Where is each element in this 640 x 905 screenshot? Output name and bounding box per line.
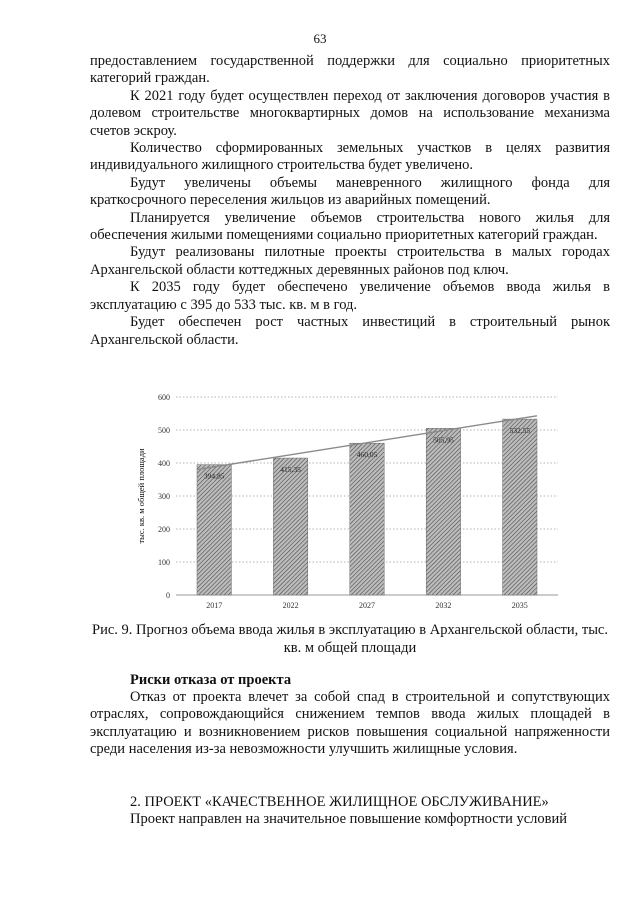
y-tick-label: 200	[158, 525, 170, 534]
bar	[197, 465, 231, 595]
x-tick-label: 2022	[282, 601, 299, 610]
y-tick-label: 0	[166, 591, 170, 600]
chart-svg	[128, 385, 568, 615]
housing-forecast-chart	[128, 385, 568, 615]
bar	[350, 443, 384, 595]
paragraph: Будет обеспечен рост частных инвестиций в строительный рынок Архангельской области.	[90, 314, 610, 348]
risks-heading: Риски отказа от проекта	[130, 672, 292, 688]
project-paragraph: Проект направлен на значительное повышение комфортности условий	[130, 811, 567, 827]
paragraph: Будут реализованы пилотные проекты строительства в малых городах Архангельской области коттеджных деревянных районов под ключ.	[90, 244, 610, 278]
paragraph: предоставлением государственной поддержки для социально приоритетных категорий граждан.	[90, 53, 610, 87]
data-label: 460,05	[356, 450, 378, 460]
y-tick-label: 300	[158, 492, 170, 501]
paragraph: Будут увеличены объемы маневренного жилищного фонда для краткосрочного переселения жильцов из аварийных помещений.	[90, 174, 610, 209]
paragraph: К 2021 году будет осуществлен переход от заключения договоров участия в долевом строительстве многоквартирных домов на использование механизма счетов эскроу.	[90, 87, 610, 139]
y-tick-label: 600	[158, 393, 170, 402]
x-tick-label: 2027	[359, 601, 375, 610]
bar	[273, 458, 307, 595]
body-text	[90, 53, 610, 349]
risks-paragraph: Отказ от проекта влечет за собой спад в строительной и сопутствующих отраслях, сопровождающийся снижением темпов ввода жилых площадей в эксплуатацию и возникновением рисков повышения социальной напряженности среди населения из-за невозможности улучшить жилищные условия.	[90, 689, 610, 758]
bar	[426, 428, 460, 595]
page-number: 63	[313, 31, 327, 46]
y-tick-label: 100	[158, 558, 170, 567]
figure-caption: Рис. 9. Прогноз объема ввода жилья в эксплуатацию в Архангельской области, тыс. кв. м общей площади	[92, 622, 608, 656]
data-label: 505,95	[433, 435, 454, 445]
project-section	[90, 793, 610, 828]
data-label: 415,35	[280, 465, 301, 475]
paragraph: К 2035 году будет обеспечено увеличение объемов ввода жилья в эксплуатацию с 395 до 533 тыс. кв. м в год.	[90, 279, 610, 313]
data-label: 394,85	[203, 471, 225, 481]
paragraph: Планируется увеличение объемов строительства нового жилья для обеспечения жилыми помещениями социально приоритетных категорий граждан.	[90, 209, 610, 244]
paragraph: Количество сформированных земельных участков в целях развития индивидуального жилищного строительства будет увеличено.	[90, 140, 610, 174]
risks-section	[90, 671, 610, 759]
data-label: 532,55	[509, 426, 531, 436]
x-tick-label: 2035	[511, 601, 528, 610]
project-heading: 2. ПРОЕКТ «КАЧЕСТВЕННОЕ ЖИЛИЩНОЕ ОБСЛУЖИВАНИЕ»	[130, 794, 549, 810]
y-tick-label: 500	[158, 426, 170, 435]
y-tick-label: 400	[158, 459, 170, 468]
x-tick-label: 2032	[435, 601, 452, 610]
y-axis-label: тыс. кв. м общей площади	[136, 448, 146, 544]
bar	[503, 419, 537, 595]
x-tick-label: 2017	[206, 601, 223, 610]
